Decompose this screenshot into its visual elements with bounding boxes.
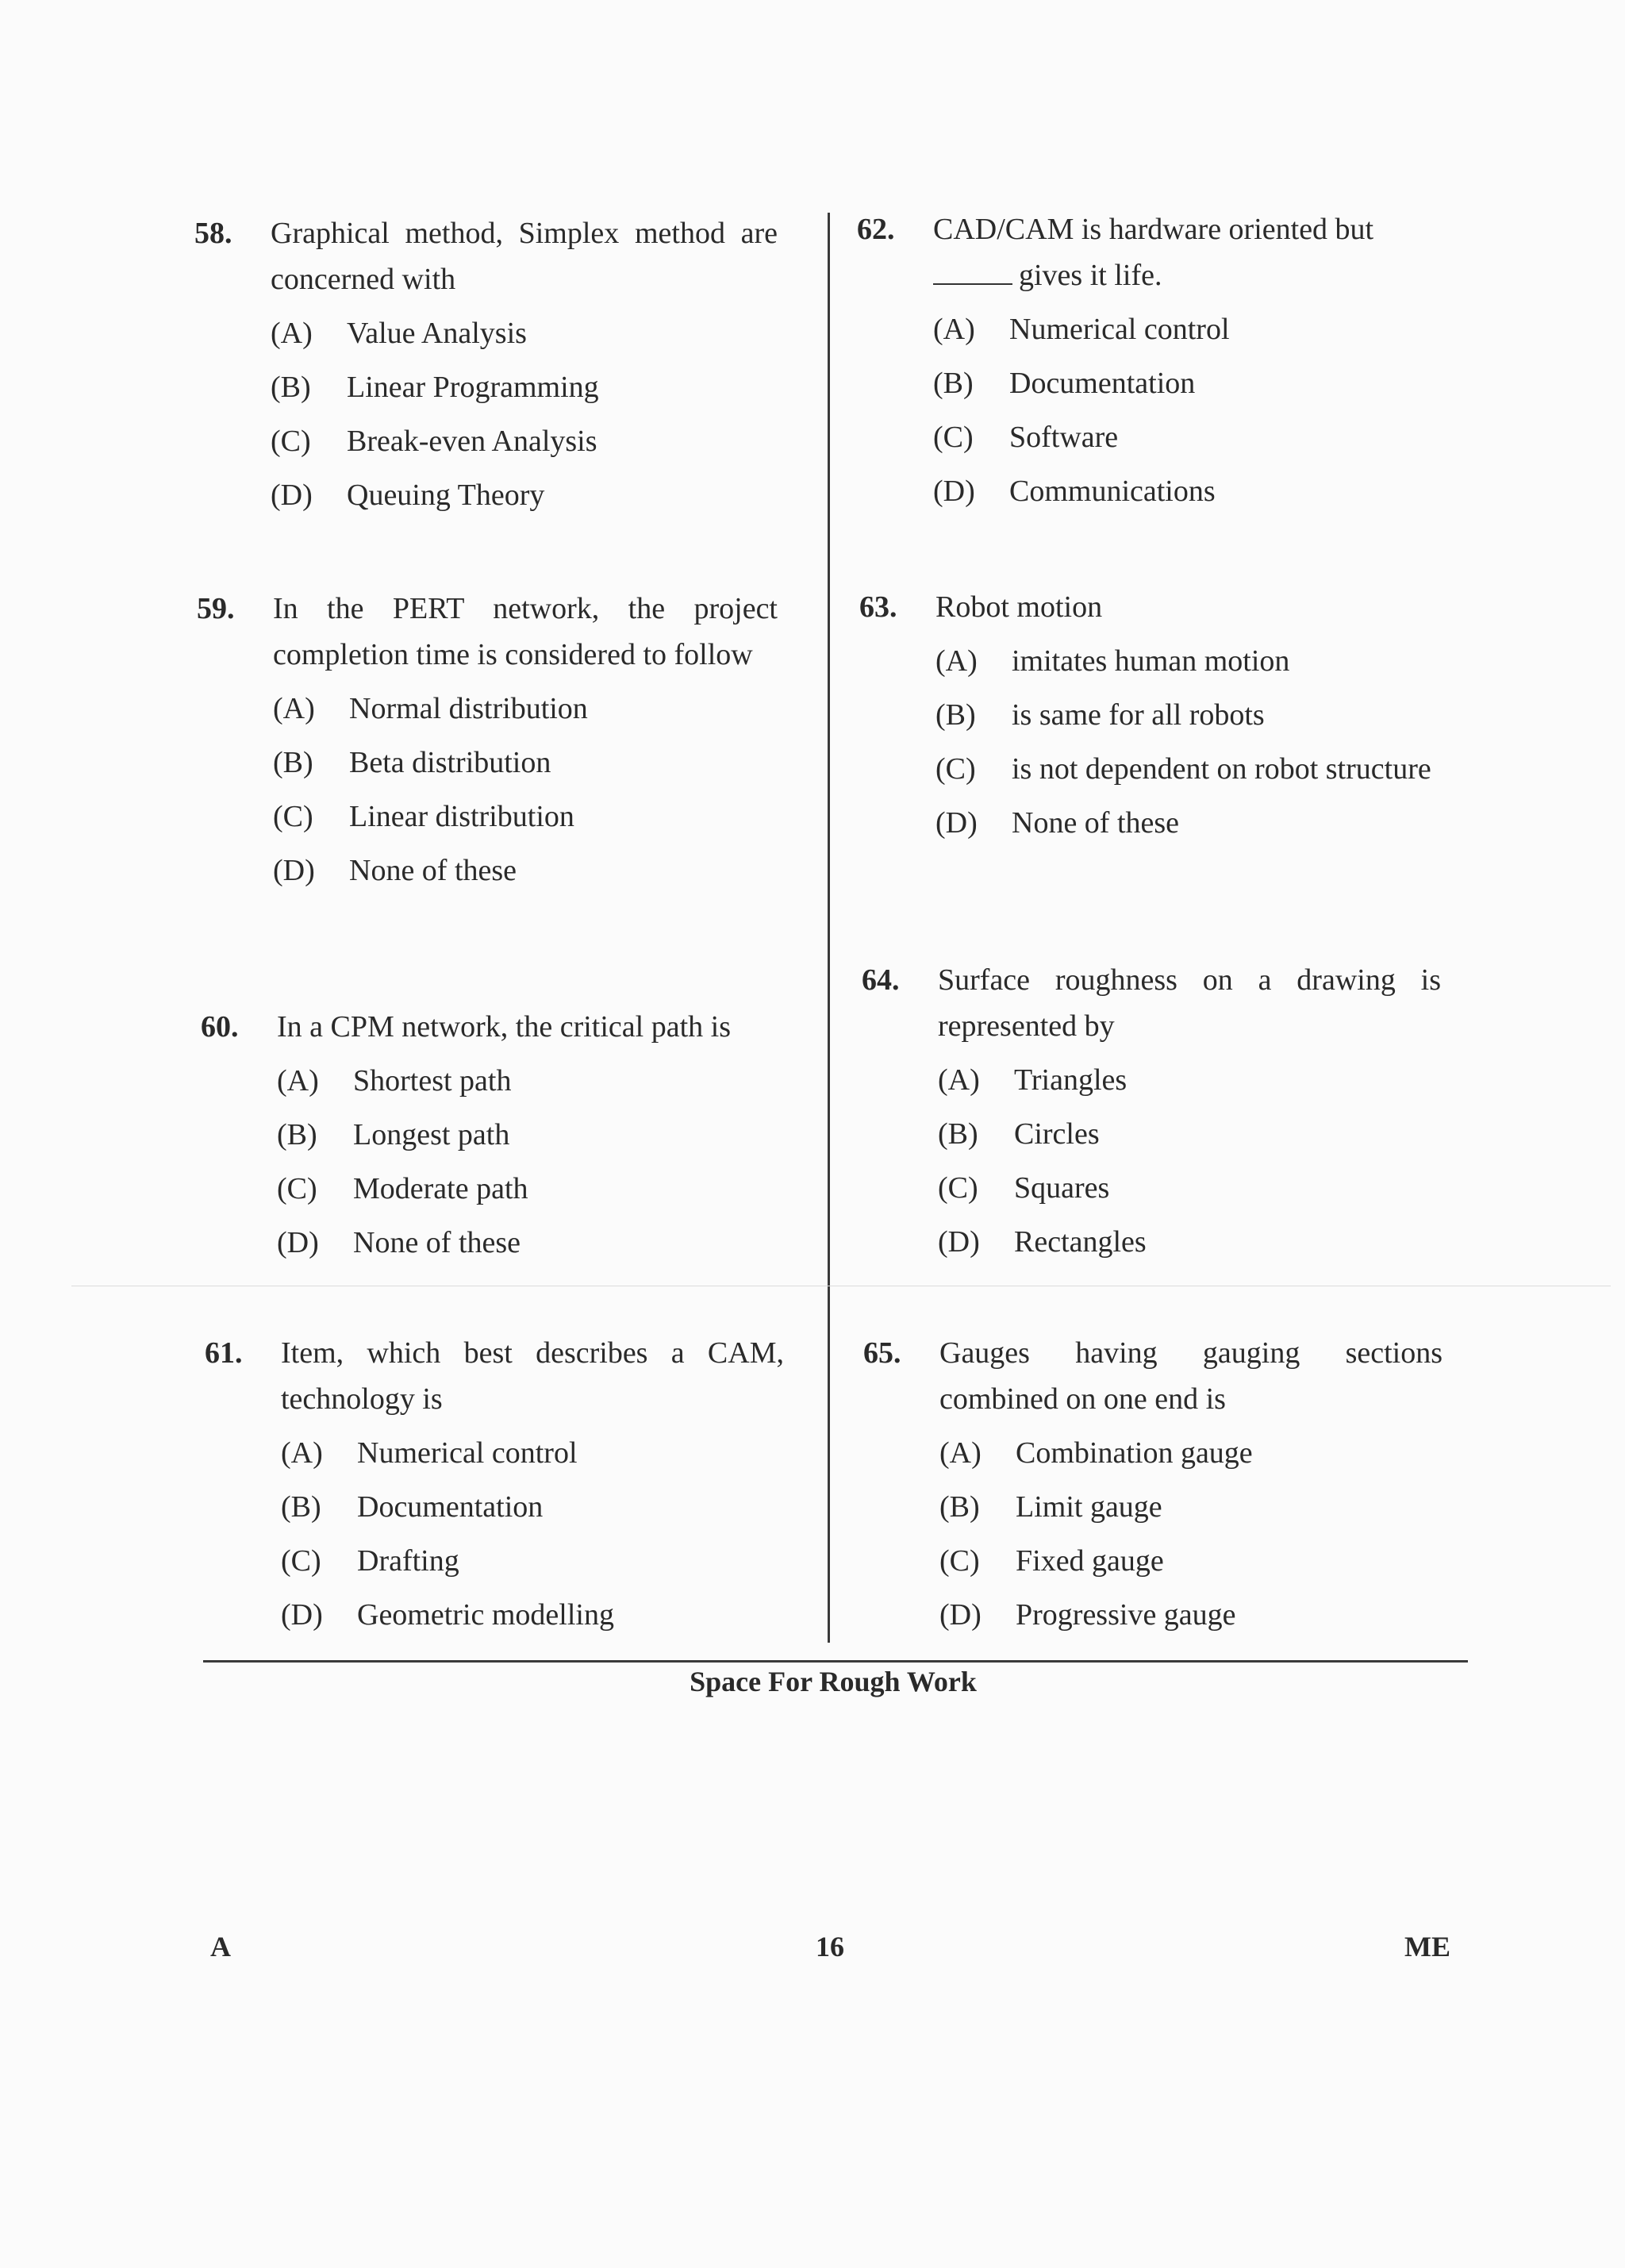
option-c: (C) Software [933,421,1119,454]
question-stem: Gauges having gauging sections combined on one end is [939,1336,1443,1416]
option-a: (A) Combination gauge [939,1436,1253,1470]
rough-work-heading: Space For Rough Work [690,1666,977,1697]
option-d: (D) None of these [273,854,517,887]
option-a: (A) imitates human motion [935,644,1290,678]
option-b: (B) Linear Programming [271,371,599,404]
option-d: (D) None of these [935,806,1180,840]
question-58 [194,210,778,526]
options-list [271,310,778,518]
option-d: (D) Queuing Theory [271,479,545,512]
question-stem: Robot motion [935,590,1103,624]
question-stem: Graphical method, Simplex method are concerned with [271,217,778,296]
option-b: (B) Longest path [277,1118,510,1151]
question-62 [857,206,1436,522]
footer-subject-code: ME [1404,1931,1450,1962]
option-a: (A) Numerical control [281,1436,578,1470]
option-c: (C) Fixed gauge [939,1544,1164,1578]
question-stem-part1: CAD/CAM is hardware oriented but [933,213,1374,246]
options-list [938,1057,1441,1265]
option-c: (C) Break-even Analysis [271,425,597,458]
option-d: (D) None of these [277,1226,521,1259]
footer-page-number: 16 [816,1931,844,1962]
question-number: 62. [857,213,895,246]
options-list [933,306,1436,514]
option-b: (B) Limit gauge [939,1490,1162,1524]
option-b: (B) Beta distribution [273,746,551,779]
option-a: (A) Value Analysis [271,317,527,350]
option-c: (C) Moderate path [277,1172,528,1205]
options-list [277,1058,784,1266]
question-number: 61. [205,1336,243,1370]
question-number: 58. [194,217,232,250]
question-stem-part2: gives it life. [1019,259,1162,292]
option-d: (D) Progressive gauge [939,1598,1236,1632]
option-a: (A) Shortest path [277,1064,512,1097]
options-list [273,686,778,894]
question-61 [205,1330,784,1646]
options-list [939,1430,1443,1638]
question-number: 60. [201,1010,239,1044]
option-d: (D) Rectangles [938,1225,1147,1259]
option-a: (A) Numerical control [933,313,1230,346]
option-b: (B) Documentation [281,1490,544,1524]
option-b: (B) Documentation [933,367,1196,400]
option-c: (C) is not dependent on robot structure [935,752,1431,786]
question-65 [863,1330,1443,1646]
answer-blank [933,256,1012,285]
question-63 [859,584,1439,854]
question-stem: Item, which best describes a CAM, technology is [281,1336,784,1416]
question-stem: In the PERT network, the project completion time is considered to follow [273,592,778,671]
option-c: (C) Squares [938,1171,1110,1205]
option-d: (D) Geometric modelling [281,1598,614,1632]
question-number: 64. [862,963,900,997]
option-c: (C) Drafting [281,1544,459,1578]
options-list [935,638,1439,846]
question-stem [933,206,1373,298]
options-list [281,1430,784,1638]
option-b: (B) is same for all robots [935,698,1265,732]
option-c: (C) Linear distribution [273,800,574,833]
question-number: 59. [197,592,235,625]
question-60 [201,1004,784,1274]
option-b: (B) Circles [938,1117,1100,1151]
question-stem: In a CPM network, the critical path is [277,1010,731,1044]
question-number: 65. [863,1336,901,1370]
question-59 [197,586,778,901]
footer-set-code: A [210,1931,231,1962]
option-d: (D) Communications [933,475,1216,508]
question-number: 63. [859,590,897,624]
option-a: (A) Normal distribution [273,692,588,725]
column-divider [828,213,830,1643]
option-a: (A) Triangles [938,1063,1128,1097]
question-64 [862,957,1441,1273]
rough-work-divider [203,1660,1468,1663]
question-stem: Surface roughness on a drawing is represented by [938,963,1441,1043]
